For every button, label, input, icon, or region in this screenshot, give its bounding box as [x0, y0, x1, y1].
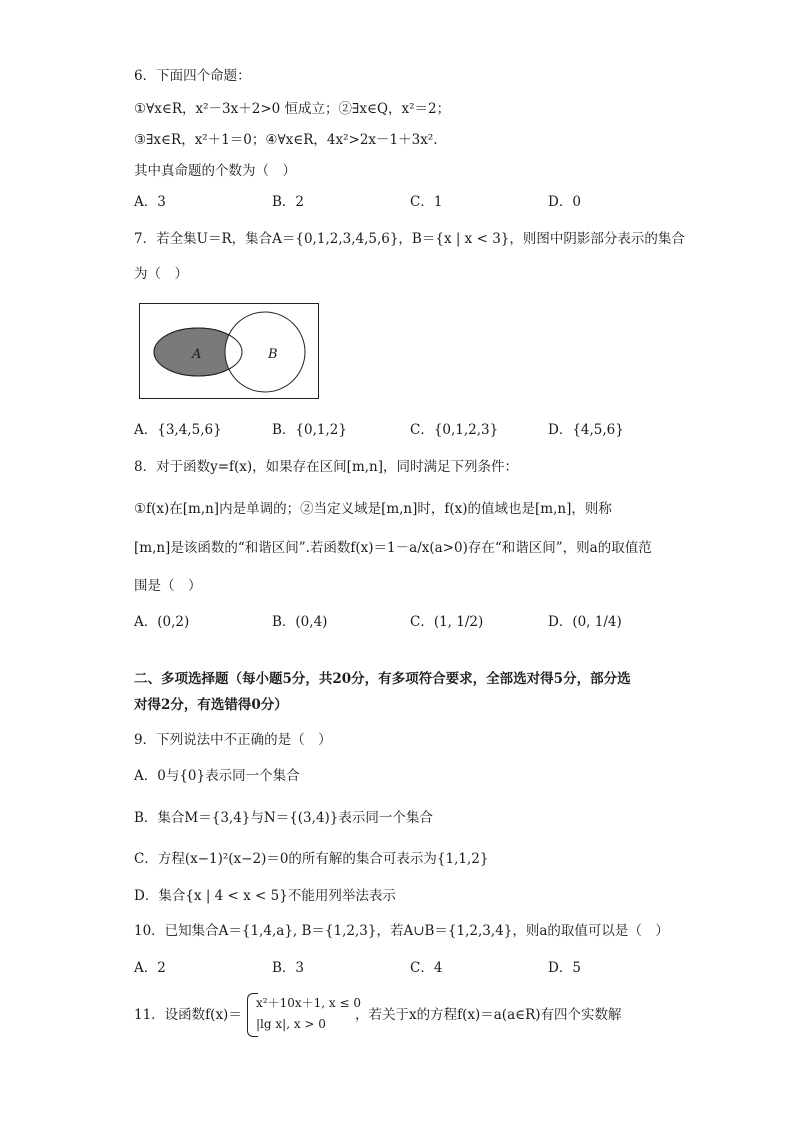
q6-line-2: ③∃x∈R，x²＋1＝0；④∀x∈R，4x²>2x－1＋3x². [134, 132, 438, 148]
q8-option-c: C．(1, 1/2) [410, 614, 484, 630]
section-2-heading-line-1: 二、多项选择题（每小题5分，共20分，有多项符合要求，全部选对得5分，部分选 [134, 671, 631, 687]
q11-case-2: |lg x|, x > 0 [256, 1017, 326, 1031]
q8-line-1: ①f(x)在[m,n]内是单调的；②当定义域是[m,n]时，f(x)的值域也是[m,n]，则称 [134, 501, 612, 517]
q10-option-d: D．5 [548, 960, 581, 976]
q11-prefix: 11．设函数f(x)＝ [134, 1007, 242, 1023]
q9-option-d: D．集合{x | 4 < x < 5}不能用列举法表示 [134, 888, 396, 904]
q9-option-b: B．集合M＝{3,4}与N＝{(3,4)}表示同一个集合 [134, 810, 433, 826]
q8-stem: 8．对于函数y=f(x)，如果存在区间[m,n]，同时满足下列条件： [134, 459, 518, 475]
q6-line-1: ①∀x∈R，x²－3x＋2>0 恒成立；②∃x∈Q，x²＝2； [134, 101, 451, 117]
q6-option-c: C．1 [410, 194, 443, 210]
q6-line-3: 其中真命题的个数为（ ） [134, 163, 296, 179]
q6-option-d: D．0 [548, 194, 581, 210]
q10-option-b: B．3 [272, 960, 305, 976]
q6-option-b: B．2 [272, 194, 305, 210]
q8-line-2: [m,n]是该函数的“和谐区间”.若函数f(x)＝1－a/x(a>0)存在“和谐区间”，则a的取值范 [134, 540, 652, 556]
section-2-heading-line-2: 对得2分，有选错得0分） [134, 697, 288, 713]
q9-stem: 9．下列说法中不正确的是（ ） [134, 732, 332, 748]
q7-stem-2: 为（ ） [134, 266, 188, 282]
venn-label-b: B [268, 347, 278, 362]
q7-option-c: C．{0,1,2,3} [410, 422, 499, 438]
q7-option-b: B．{0,1,2} [272, 422, 347, 438]
q7-option-d: D．{4,5,6} [548, 422, 624, 438]
q11-suffix: ，若关于x的方程f(x)＝a(a∈R)有四个实数解 [355, 1007, 622, 1023]
q8-line-3: 围是（ ） [134, 578, 202, 594]
q10-stem: 10．已知集合A＝{1,4,a}, B＝{1,2,3}，若A∪B＝{1,2,3,4}，则a的取值可以是（ ） [134, 923, 669, 939]
venn-label-a: A [192, 347, 202, 362]
q11-case-1: x²＋10x＋1, x ≤ 0 [256, 996, 361, 1010]
q7-option-a: A．{3,4,5,6} [134, 422, 222, 438]
q10-option-c: C．4 [410, 960, 443, 976]
q8-option-d: D．(0, 1/4) [548, 614, 622, 630]
q9-option-c: C．方程(x−1)²(x−2)＝0的所有解的集合可表示为{1,1,2} [134, 851, 489, 867]
q6-option-a: A．3 [134, 194, 166, 210]
q9-option-a: A．0与{0}表示同一个集合 [134, 768, 300, 784]
q10-option-a: A．2 [134, 960, 166, 976]
venn-diagram [139, 303, 319, 399]
q8-option-a: A．(0,2) [134, 614, 190, 630]
q6-stem: 6．下面四个命题： [134, 68, 251, 84]
q8-option-b: B．(0,4) [272, 614, 328, 630]
q7-stem: 7．若全集U＝R，集合A＝{0,1,2,3,4,5,6}，B＝{x | x < 3}，则图中阴影部分表示的集合 [134, 231, 685, 247]
